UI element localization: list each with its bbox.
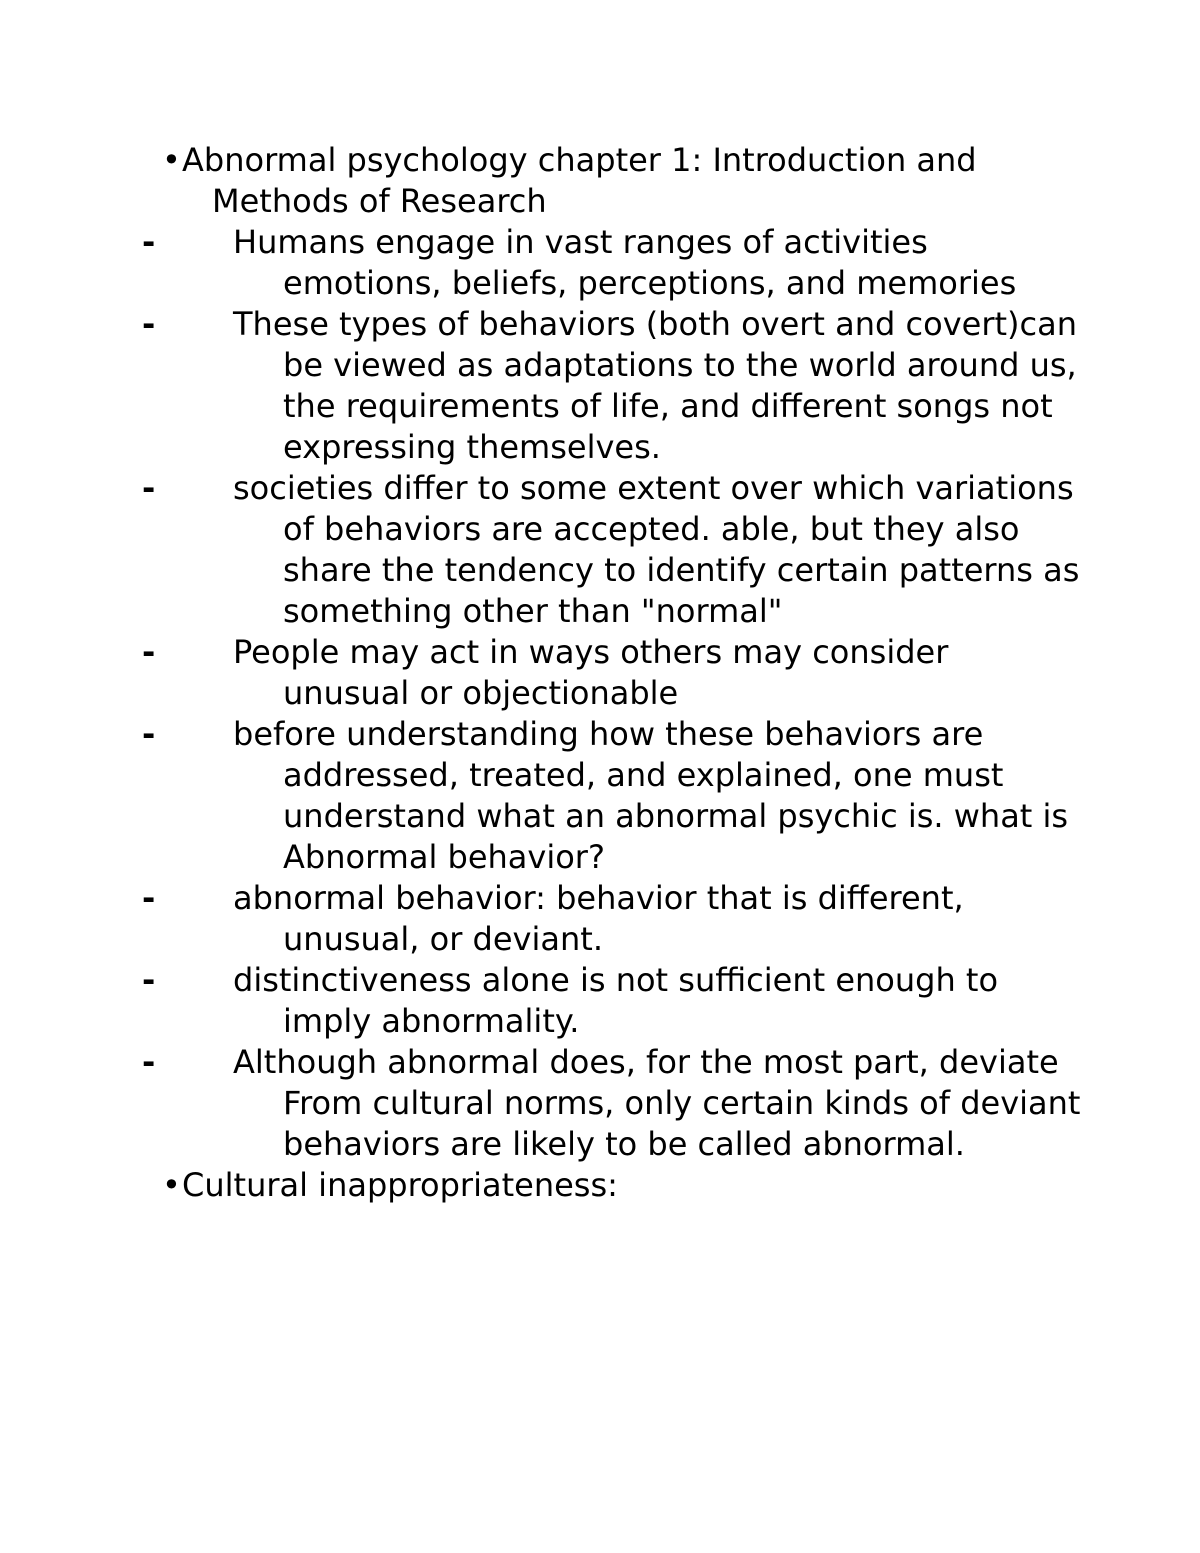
bullet-heading-2	[142, 1165, 1082, 1206]
list-item-text: societies differ to some extent over which variations of behaviors are accepted. able, but they also share the tendency to identify certain patterns as something other than "normal"	[233, 469, 1080, 630]
list-item-text: People may act in ways others may consider unusual or objectionable	[233, 633, 949, 712]
bullet-heading-1	[142, 140, 1082, 222]
list-item	[142, 468, 1082, 632]
list-item-text: distinctiveness alone is not sufficient enough to imply abnormality.	[233, 961, 999, 1040]
list-item-text: abnormal behavior: behavior that is different, unusual, or deviant.	[233, 879, 964, 958]
document-body	[142, 140, 1082, 1206]
dash-glyph: -	[142, 961, 156, 999]
list-item	[142, 878, 1082, 960]
heading-1-text: Abnormal psychology chapter 1: Introduction and Methods of Research	[182, 141, 977, 220]
dash-glyph: -	[142, 1043, 156, 1081]
list-item	[142, 632, 1082, 714]
dash-glyph: -	[142, 633, 156, 671]
list-item-text: before understanding how these behaviors are addressed, treated, and explained, one must understand what an abnormal psychic is. what is Abnormal behavior?	[233, 715, 1069, 876]
list-item-text: Humans engage in vast ranges of activities emotions, beliefs, perceptions, and memories	[233, 223, 1017, 302]
list-item	[142, 1042, 1082, 1165]
list-item	[142, 714, 1082, 878]
list-item-text: These types of behaviors (both overt and covert)can be viewed as adaptations to the world around us, the requirements of life, and different songs not expressing themselves.	[233, 305, 1077, 466]
heading-2-text: Cultural inappropriateness:	[182, 1166, 618, 1204]
bullet-glyph: •	[162, 1166, 181, 1204]
list-item	[142, 222, 1082, 304]
list-item-text: Although abnormal does, for the most part, deviate From cultural norms, only certain kinds of deviant behaviors are likely to be called abnormal.	[233, 1043, 1081, 1163]
bullet-glyph: •	[162, 141, 181, 179]
dash-glyph: -	[142, 469, 156, 507]
dash-glyph: -	[142, 715, 156, 753]
list-item	[142, 304, 1082, 468]
dash-glyph: -	[142, 223, 156, 261]
dash-glyph: -	[142, 879, 156, 917]
list-item	[142, 960, 1082, 1042]
dash-glyph: -	[142, 305, 156, 343]
